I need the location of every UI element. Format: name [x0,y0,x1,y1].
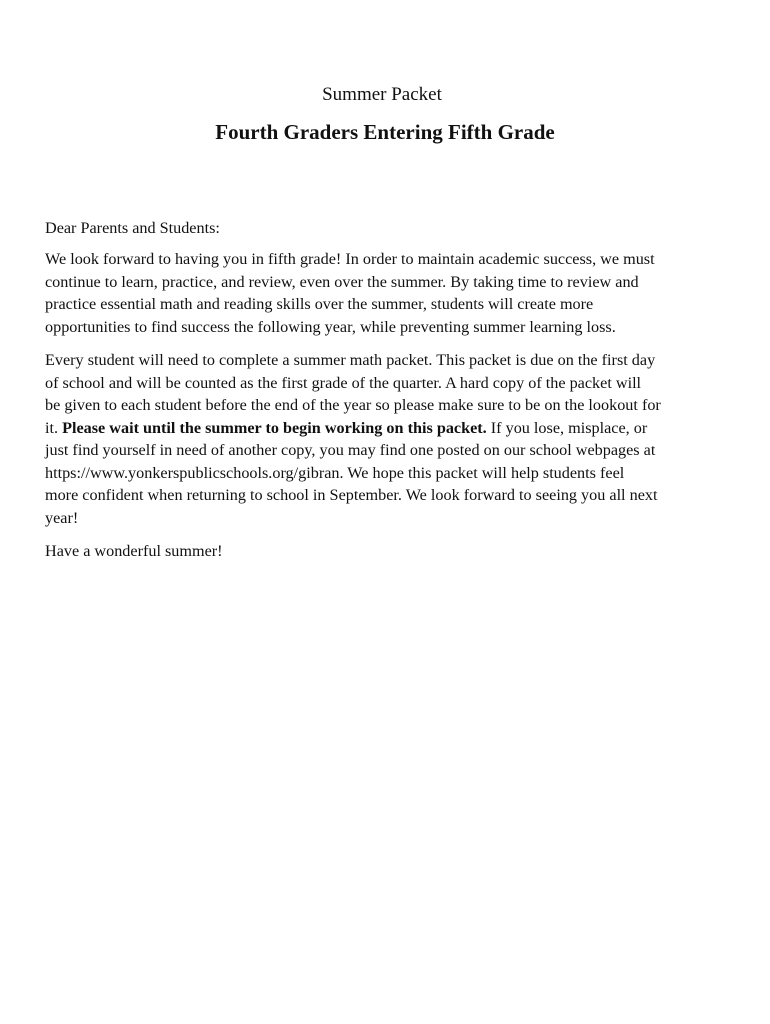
paragraph-line: more confident when returning to school in September. We look forward to seeing you all next [45,486,658,504]
paragraph-line: Every student will need to complete a summer math packet. This packet is due on the first day [45,351,656,369]
closing-line: Have a wonderful summer! [45,542,223,560]
paragraph-line-url: https://www.yonkerspublicschools.org/gibran. We hope this packet will help students feel [45,463,625,482]
paragraph-line: just find yourself in need of another copy, you may find one posted on our school webpages at [45,441,656,459]
paragraph-line: be given to each student before the end of the year so please make sure to be on the lookout for [45,396,661,414]
paragraph-line: practice essential math and reading skills over the summer, students will create more [45,295,594,313]
document-title: Fourth Graders Entering Fifth Grade [215,120,555,144]
paragraph-line-mixed [45,417,735,440]
paragraph-line: year! [45,508,79,527]
bold-instruction: Please wait until the summer to begin working on this packet. [62,418,487,437]
salutation: Dear Parents and Students: [45,219,220,237]
paragraph-instructions [45,349,735,529]
line-start-text: it. [45,418,63,437]
line-end-text: If you lose, misplace, or [486,418,648,437]
paragraph-line: of school and will be counted as the first grade of the quarter. A hard copy of the packet will [45,373,642,392]
document-header: Summer Packet [322,84,442,105]
paragraph-line: We look forward to having you in fifth grade! In order to maintain academic success, we must [45,250,655,268]
paragraph-line: continue to learn, practice, and review, even over the summer. By taking time to review and [45,272,639,291]
paragraph-line: opportunities to find success the following year, while preventing summer learning loss. [45,317,616,336]
paragraph-intro [45,248,735,338]
